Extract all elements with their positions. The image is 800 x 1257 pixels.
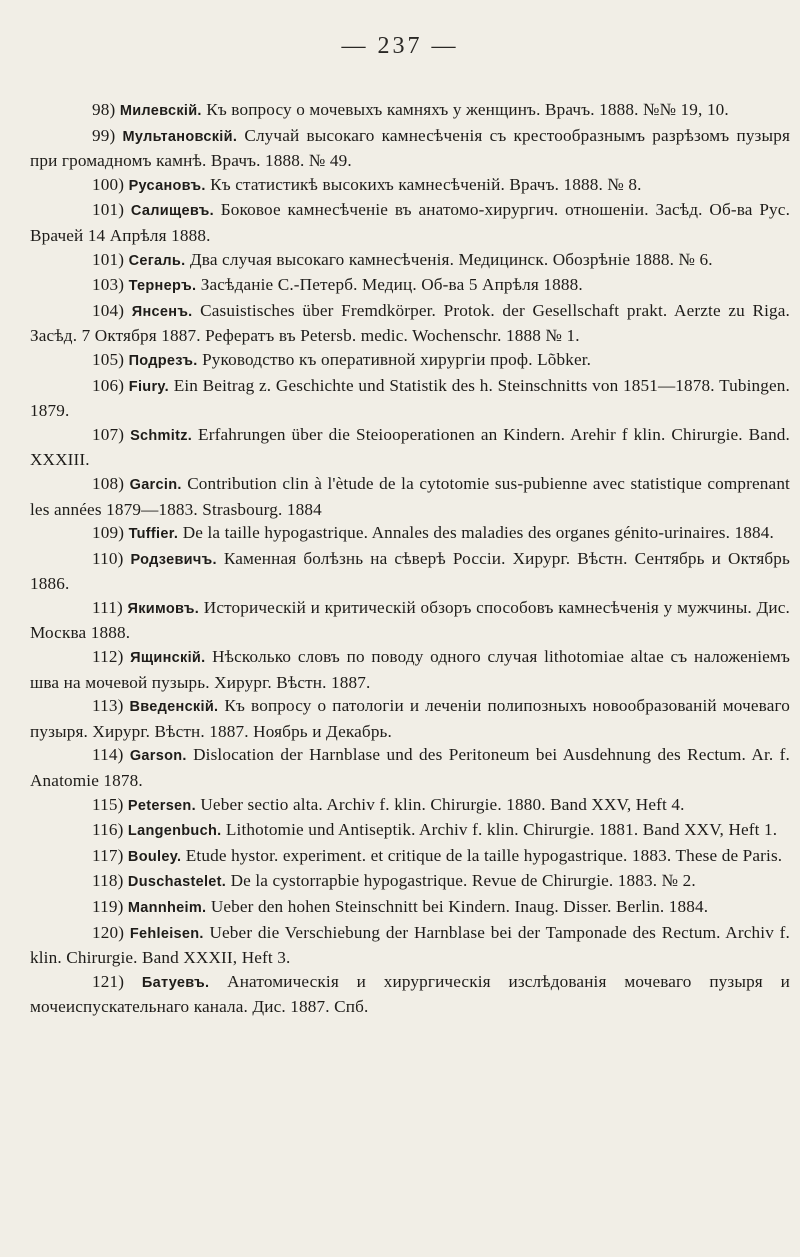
reference-entry [30, 299, 790, 348]
reference-author: Duschastelet. [127, 874, 227, 891]
reference-author: Якимовъ. [127, 600, 200, 617]
page-number: — 237 — [341, 33, 459, 59]
reference-number: 105) [92, 349, 125, 369]
reference-entry [30, 521, 790, 547]
reference-text: De la taille hypogastrique. Annales des maladies des organes génito-urinaires. 1884. [182, 523, 774, 543]
reference-text: Къ статистикѣ высокихъ камнесѣченій. Врачъ. 1888. № 8. [210, 174, 642, 194]
reference-number: 112) [92, 647, 124, 667]
reference-author: Fehleisen. [129, 925, 204, 942]
reference-entry [30, 645, 790, 694]
reference-author: Schmitz. [130, 427, 193, 444]
reference-text: Ueber den hohen Steinschnitt bei Kindern. Inaug. Disser. Berlin. 1884. [210, 897, 709, 916]
reference-author: Тернеръ. [128, 278, 197, 295]
reference-list [30, 98, 790, 1019]
reference-author: Сегаль. [128, 252, 186, 269]
reference-number: 109) [92, 523, 125, 543]
reference-author: Garcin. [129, 476, 182, 493]
reference-author: Введенскій. [129, 699, 219, 716]
reference-number: 121) [92, 971, 125, 991]
reference-number: 101) [92, 249, 125, 269]
reference-entry [30, 173, 790, 199]
reference-author: Подрезъ. [128, 352, 198, 369]
reference-entry [30, 198, 790, 247]
reference-text: Къ вопросу о мочевыхъ камняхъ у женщинъ. Врачъ. 1888. №№ 19, 10. [206, 100, 729, 119]
reference-number: 110) [92, 548, 124, 568]
reference-text: Нѣсколько словъ по поводу одного случая lithotomiae altae съ наложеніемъ шва на мочевой пузырь. Хирург. Вѣстн. 1887. [30, 647, 790, 692]
reference-text: Ueber sectio alta. Archiv f. klin. Chirurgie. 1880. Band XXV, Heft 4. [200, 794, 685, 814]
reference-number: 114) [92, 745, 124, 765]
reference-entry [30, 472, 790, 521]
reference-number: 119) [92, 897, 124, 916]
reference-text: Руководство къ оперативной хирургіи проф. Lõbker. [202, 349, 592, 369]
reference-entry [30, 273, 790, 299]
reference-author: Langenbuch. [127, 823, 222, 840]
reference-entry [30, 596, 790, 645]
reference-author: Fiury. [128, 378, 169, 395]
reference-entry [30, 818, 790, 844]
reference-text: Два случая высокаго камнесѣченія. Медицинск. Обозрѣніе 1888. № 6. [189, 249, 713, 269]
reference-text: Ueber die Verschiebung der Harnblase bei der Tamponade des Rectum. Archiv f. klin. Chirurgie. Band XXXII, Heft 3. [30, 922, 790, 968]
reference-text: Случай высокаго камнесѣченія съ крестообразнымъ разрѣзомъ пузыря при громадномъ камнѣ. Врачъ. 1888. № 49. [30, 125, 790, 171]
reference-text: Erfahrungen über die Steiooperationen an Kindern. Arehir f klin. Chirurgie. Band. XXXIII. [30, 424, 790, 470]
reference-entry [30, 743, 790, 792]
reference-number: 101) [92, 200, 125, 220]
reference-author: Petersen. [127, 797, 196, 814]
reference-number: 115) [92, 794, 124, 814]
reference-entry [30, 844, 790, 870]
reference-author: Милевскій. [119, 103, 202, 119]
reference-author: Bouley. [127, 848, 182, 865]
reference-author: Янсенъ. [131, 303, 193, 320]
reference-entry [30, 248, 790, 274]
reference-author: Tuffier. [128, 526, 179, 543]
reference-entry [30, 98, 790, 124]
reference-number: 103) [92, 275, 125, 295]
reference-text: Историческій и критическій обзоръ способовъ камнесѣченія у мужчины. Дис. Москва 1888. [30, 597, 790, 643]
reference-author: Mannheim. [127, 900, 207, 916]
reference-number: 116) [92, 820, 124, 840]
reference-entry [30, 423, 790, 472]
reference-author: Garson. [129, 748, 187, 765]
reference-text: De la cystorrapbie hypogastrique. Revue de Chirurgie. 1883. № 2. [230, 871, 696, 891]
reference-number: 118) [92, 871, 124, 891]
reference-author: Салищевъ. [130, 203, 214, 220]
reference-text: Etude hystor. experiment. et critique de la taille hypogastrique. 1883. These de Paris. [185, 845, 783, 865]
reference-number: 98) [92, 100, 116, 119]
reference-number: 117) [92, 845, 124, 865]
reference-text: Ein Beitrag z. Geschichte und Statistik des h. Steinschnitts von 1851—1878. Tubingen. 1879. [30, 375, 790, 421]
reference-number: 120) [92, 922, 125, 942]
reference-text: Dislocation der Harnblase und des Peritoneum bei Ausdehnung des Rectum. Ar. f. Anatomie 1878. [30, 745, 790, 791]
reference-text: Къ вопросу о патологіи и леченіи полипозныхъ новообразованій мочеваго пузыря. Хирург. Вѣстн. 1887. Ноябрь и Декабрь. [30, 696, 791, 741]
reference-author: Мультановскій. [122, 128, 238, 145]
reference-text: Lithotomie und Antiseptik. Archiv f. klin. Chirurgie. 1881. Band XXV, Heft 1. [225, 820, 778, 840]
reference-entry [30, 374, 790, 423]
reference-text: Засѣданіе С.-Петерб. Медиц. Об-ва 5 Апрѣля 1888. [200, 275, 583, 295]
reference-entry [30, 124, 790, 173]
reference-entry [30, 921, 790, 970]
reference-author: Батуевъ. [141, 974, 210, 991]
reference-entry [30, 895, 790, 921]
reference-number: 106) [92, 375, 125, 395]
reference-text: Casuistisches über Fremdkörper. Protok. der Gesellschaft prakt. Aerzte zu Riga. Засѣд. 7 Октября 1887. Рефератъ въ Petersb. medic. Wochenschr. 1888 № 1. [30, 300, 791, 346]
reference-number: 113) [92, 696, 124, 716]
reference-entry [30, 547, 790, 596]
reference-text: Каменная болѣзнь на сѣверѣ Россіи. Хирург. Вѣстн. Сентябрь и Октябрь 1886. [30, 548, 791, 594]
reference-number: 99) [92, 125, 116, 145]
reference-text: Contribution clin à l'ètude de la cytotomie sus-pubienne avec statistique comprenant les années 1879—1883. Strasbourg. 1884 [30, 473, 790, 519]
reference-number: 107) [92, 424, 125, 444]
reference-text: Боковое камнесѣченіе въ анатомо-хирургич. отношеніи. Засѣд. Об-ва Рус. Врачей 14 Апрѣля 1888. [30, 200, 791, 245]
reference-text: Анатомическія и хирургическія изслѣдованія мочеваго пузыря и мочеиспускательнаго канала. Дис. 1887. Спб. [30, 971, 790, 1017]
reference-entry [30, 694, 790, 743]
reference-number: 111) [92, 597, 123, 617]
reference-entry [30, 348, 790, 374]
reference-author: Русановъ. [128, 177, 206, 194]
reference-entry [30, 970, 790, 1019]
reference-number: 108) [92, 473, 125, 493]
reference-entry [30, 793, 790, 819]
reference-entry [30, 869, 790, 895]
reference-author: Родзевичъ. [130, 551, 217, 568]
reference-author: Ящинскій. [130, 650, 206, 667]
reference-number: 104) [92, 300, 125, 320]
reference-number: 100) [92, 174, 125, 194]
